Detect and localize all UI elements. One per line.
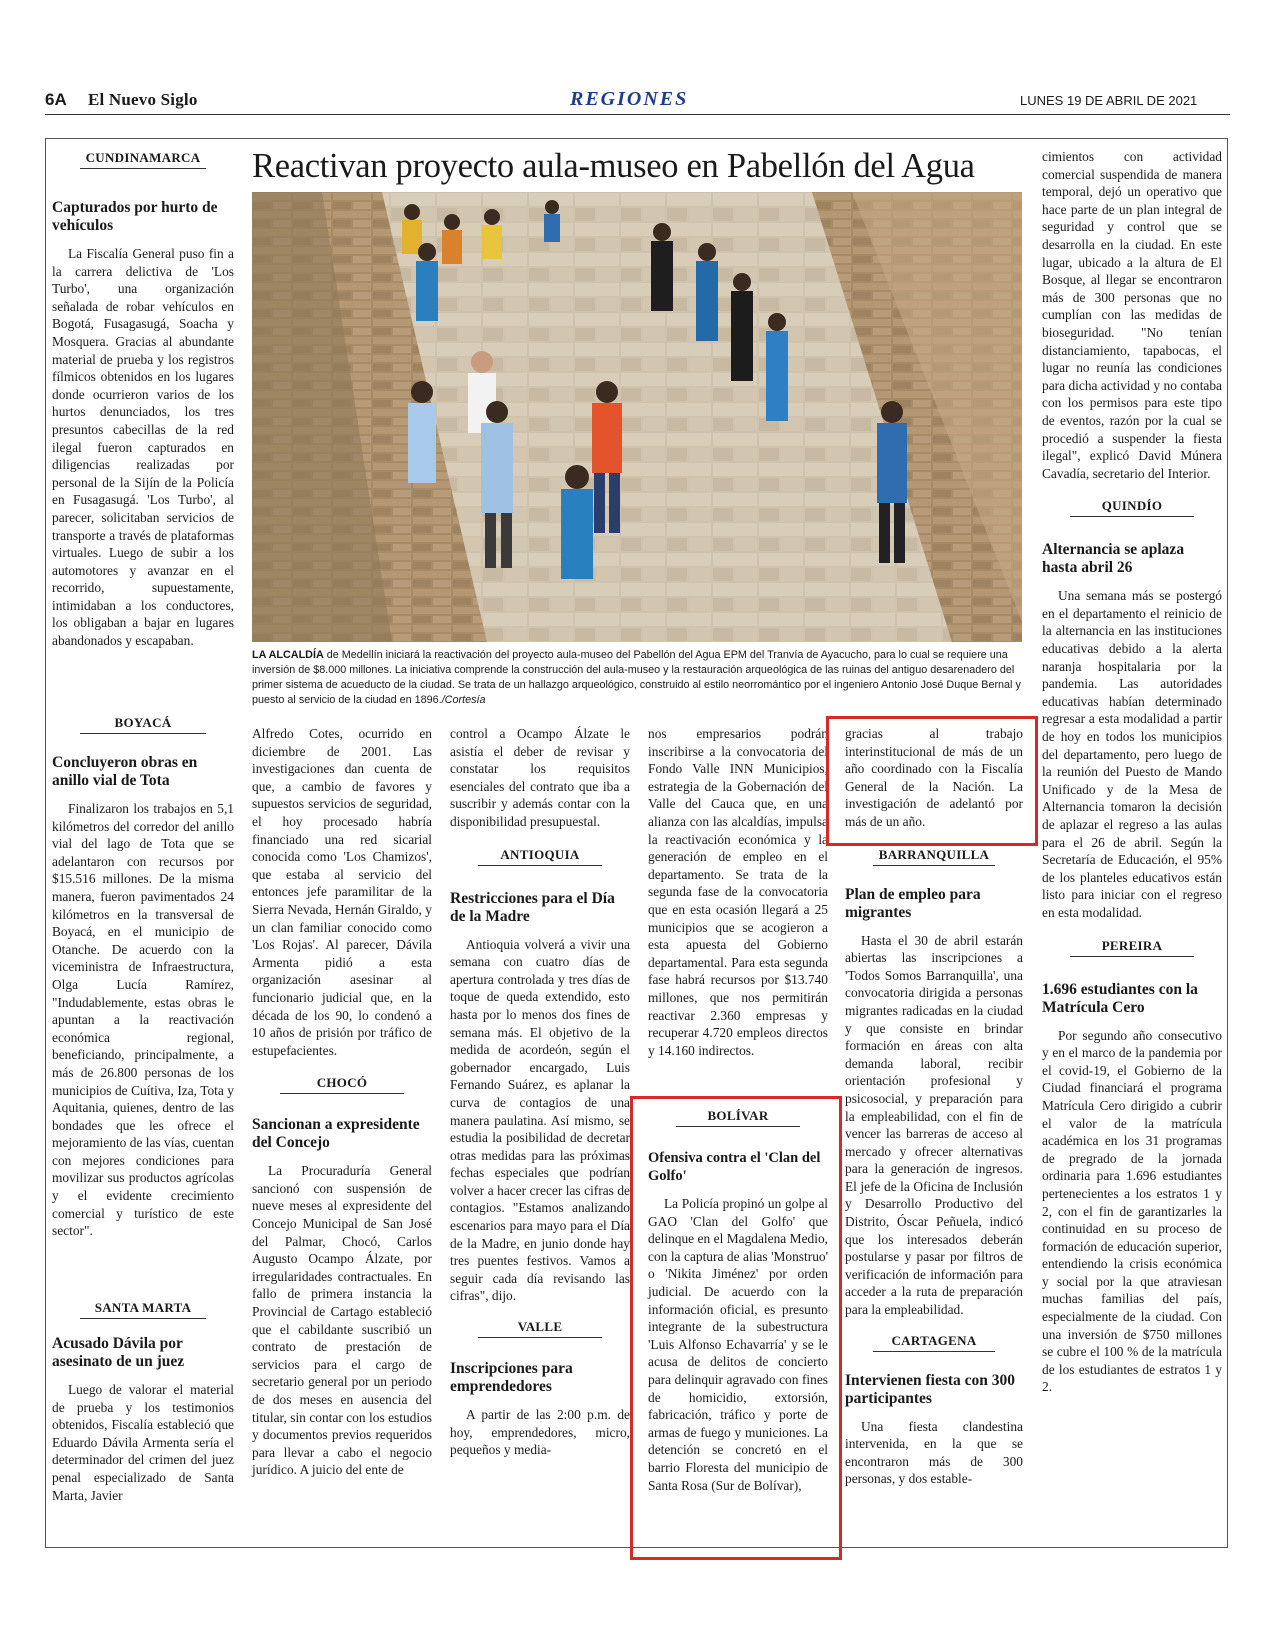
body-choco: La Procuraduría General sancionó con suspensión de nueve meses al expresidente del Concejo Municipal de San José del Palmar, Chocó, Carlos Augusto Ocampo Álzate, por irregularidades contractuales. En fallo de primera instancia la Provincial de Cartago estableció que el cabildante suscribió un contrato de prestación de servicios para el cargo de secretario general por un periodo de dos meses en ausencia del titular, sin contar con los estudios y documentos previos requeridos para llevar a cabo el negocio jurídico. A juicio del ente de xyxy=(252,1163,432,1478)
caption-text: de Medellín iniciará la reactivación del proyecto aula-museo del Pabellón del Agua EPM del Tranvía de Ayacucho, para lo cual se requiere una inversión de $8.000 millones. La iniciativa comprende la construcción del aula-museo y la restauración arqueológica de las ruinas del antiguo desarenadero del primer sistema de acueducto de la ciudad. Se trata de un hallazgo arqueológico, construido al estilo neorromántico por el ingeniero Antonio José Duque Bernal y puesto al servicio de la ciudad en 1896. xyxy=(252,649,1021,706)
body-antioquia: Antioquia volverá a vivir una semana con cuatro días de apertura controlada y tres días de toque de queda extendido, esto hasta por lo menos dos fines de semana más. El objetivo de la medida de acordeón, según el gobernador encargado, Luis Fernando Suárez, es aplanar la curva de contagios de una manera paulatina. Así mismo, se estudia la posibilidad de decretar otras medidas para las próximas fechas especiales que podrían volver a hacer crecer las cifras de contagios. "Estamos analizando escenarios para mayo para el Día de la Madre, en junio donde hay tres puentes festivos. Vamos a seguir cada día revisando las cifras", dijo. xyxy=(450,936,630,1304)
headline-cundinamarca: Capturados por hurto de vehículos xyxy=(52,199,218,234)
section-title: REGIONES xyxy=(570,88,689,110)
body-bolivar-cont: gracias al trabajo interinstitucional de más de un año coordinado con la Fiscalía General de la Nación. La investigación de adelantó por más de un año. xyxy=(845,726,1023,829)
region-tag-choco: CHOCÓ xyxy=(280,1075,404,1094)
body-barranquilla: Hasta el 30 de abril estarán abiertas las inscripciones a 'Todos Somos Barranquilla', una convocatoria dirigida a personas migrantes radicadas en la ciudad y que consiste en brindar formación en áreas con alta demanda laboral, recibir orientación profesional y psicosocial, y preparación para la empleabilidad, con el fin de vencer las barreras de acceso al mercado y ofrecer alternativas para la generación de ingresos. El jefe de la Oficina de Inclusión y Desarrollo Productivo del Distrito, Óscar Peñuela, indicó que los interesados deberán postularse y pasar por filtros de verificación de información para acceder a la ruta de preparación para la empleabilidad. xyxy=(845,932,1023,1318)
highlight-box-bolivar-cont xyxy=(826,716,1038,846)
headline-santa-marta: Acusado Dávila por asesinato de un juez xyxy=(52,1335,185,1370)
region-tag-barranquilla: BARRANQUILLA xyxy=(873,847,995,866)
body-santa-marta: Luego de valorar el material de prueba y los testimonios obtenidos, Fiscalía estableció que Eduardo Dávila Armenta sería el determinador del crimen del juez penal especializado de Santa Marta, Javier xyxy=(52,1382,234,1503)
column-2 xyxy=(252,725,432,1479)
page-number: 6A xyxy=(45,90,67,109)
body-cartagena-cont: cimientos con actividad comercial suspendida de manera temporal, dejó un operativo que hace parte de un plan integral de seguridad y control que se desarrolla en la ciudad. En este lugar, ubicado a la altura de El Bosque, al llegar se encontraron más de 300 personas que no cumplían con las medidas de bioseguridad. "No tenían distanciamiento, tapabocas, el lugar no reunía las condiciones para dicha actividad y no contaba con los permisos para este tipo de eventos, razón por la cual se procedió a suspender la fiesta ilegal", explicó David Múnera Cavadía, secretario del Interior. xyxy=(1042,149,1222,481)
headline-antioquia: Restricciones para el Día de la Madre xyxy=(450,889,615,925)
region-tag-santa-marta: SANTA MARTA xyxy=(80,1300,206,1319)
body-valle: A partir de las 2:00 p.m. de hoy, emprendedores, micro, pequeños y media- xyxy=(450,1407,630,1458)
highlight-box-bolivar xyxy=(630,1096,842,1560)
newspaper-brand: El Nuevo Siglo xyxy=(88,90,198,109)
region-tag-bolivar: BOLÍVAR xyxy=(676,1108,800,1127)
page-date: LUNES 19 DE ABRIL DE 2021 xyxy=(1020,93,1198,108)
headline-cartagena: Intervienen fiesta con 300 participantes xyxy=(845,1371,1016,1407)
body-cartagena: Una fiesta clandestina intervenida, en la que se encontraron más de 300 personas, y dos estable- xyxy=(845,1418,1023,1487)
headline-bolivar: Ofensiva contra el 'Clan del Golfo' xyxy=(648,1150,821,1184)
caption-lead: LA ALCALDÍA xyxy=(252,649,324,661)
main-headline: Reactivan proyecto aula-museo en Pabellón del Agua xyxy=(252,147,975,185)
headline-quindio: Alternancia se aplaza hasta abril 26 xyxy=(1042,541,1185,577)
region-tag-valle: VALLE xyxy=(478,1319,602,1338)
column-1 xyxy=(52,150,234,650)
photo-credit: /Cortesía xyxy=(441,694,486,706)
photo-caption xyxy=(252,648,1022,708)
region-tag-quindio: QUINDÍO xyxy=(1070,498,1194,517)
region-tag-cartagena: CARTAGENA xyxy=(873,1333,995,1352)
column-6 xyxy=(1042,148,1222,1396)
body-boyaca: Finalizaron los trabajos en 5,1 kilómetros del corredor del anillo vial del lago de Tota que se adelantaron con recursos por $15.516 millones. De la misma manera, fueron pavimentados 24 kilómetros en la transversal de Boyacá, en el municipio de Otanche. De acuerdo con la viceministra de Infraestructura, Olga Lucía Ramírez, "Indudablemente, estas obras le apuntan a la reactivación económica regional, beneficiando, principalmente, a más de 26.800 personas de los municipios de Cuítiva, Iza, Tota y Aquitania, quienes, dentro de las bondades que les ofrece el mejoramiento de las vías, cuentan con mejores condiciones para movilizar sus productos agrícolas y el evidente crecimiento comercial y turístico de este sector". xyxy=(52,801,234,1239)
region-tag-pereira: PEREIRA xyxy=(1070,938,1194,957)
body-bolivar: La Policía propinó un golpe al GAO 'Clan del Golfo' que delinque en el Magdalena Medio, con la captura de alias 'Monstruo' o 'Nikita Jiménez' por orden judicial. De acuerdo con la información oficial, es presunto integrante de la subestructura 'Luis Alfonso Echavarría' y se le acusa de delitos de concierto para delinquir agravado con fines de homicidio, extorsión, fabricación, tráfico y porte de armas de fuego y municiones. La detención se concretó en el barrio Floresta del municipio de Santa Rosa (Sur de Bolívar), xyxy=(648,1196,828,1493)
headline-barranquilla: Plan de empleo para migrantes xyxy=(845,885,981,921)
column-1c xyxy=(52,1300,234,1504)
body-choco-cont: control a Ocampo Álzate le asistía el deber de revisar y constatar los requisitos esenciales del contrato que iba a suscribir y además contar con la disponibilidad presupuestal. xyxy=(450,726,630,829)
headline-boyaca: Concluyeron obras en anillo vial de Tota xyxy=(52,754,198,789)
body-pereira: Por segundo año consecutivo y en el marco de la pandemia por el covid-19, el Gobierno de la Ciudad financiará el programa Matrícula Cero dirigido a cubrir el valor de la matrícula académica en los 31 programas de pregrado de la jornada ordinaria para 1.696 estudiantes pertenecientes a los estratos 1 y 2, con el fin de garantizarles la continuidad en su proceso de formación de educación superior, entendiendo la crisis económica y social por la que atraviesan muchas familias del país, especialmente de la ciudad. Con una inversión de $750 millones se cubre el 100 % de la matrícula de los estudiantes de estratos 1 y 2. xyxy=(1042,1027,1222,1395)
region-tag-boyaca: BOYACÁ xyxy=(80,715,206,734)
region-tag-antioquia: ANTIOQUIA xyxy=(478,847,602,866)
column-3 xyxy=(450,725,630,1459)
column-4 xyxy=(648,725,828,1059)
column-1b xyxy=(52,715,234,1240)
headline-valle: Inscripciones para emprendedores xyxy=(450,1360,573,1396)
headline-pereira: 1.696 estudiantes con la Matrícula Cero xyxy=(1042,980,1198,1016)
body-cundinamarca: La Fiscalía General puso fin a la carrera delictiva de 'Los Turbo', una organización señalada de robar vehículos en Bogotá, Fusagasugá, Soacha y Mosquera. Gracias al abundante material de prueba y los registros fílmicos obtenidos en los lugares donde ocurrieron varios de los hurtos denunciados, los tres presuntos cabecillas de la red ilegal fueron capturados en diligencias realizadas por personal de la Sijín de la Policía en Fusagasugá. 'Los Turbo', al parecer, solicitaban servicios de transporte a través de plataformas virtuales. Luego de subir a los automotores y avanzar en el recorrido, supuestamente, intimidaban a los conductores, los obligaban a bajar en lugares abandonados y escapaban. xyxy=(52,246,234,649)
header-rule xyxy=(45,114,1230,115)
main-photo xyxy=(252,192,1022,642)
body-santa-marta-cont: Alfredo Cotes, ocurrido en diciembre de 2001. Las investigaciones dan cuenta de que, a cambio de favores y supuestos servicios de seguridad, el hoy procesado habría financiado una red sicarial conocida como 'Los Chamizos', que estaba al servicio del entonces jefe paramilitar de la Sierra Nevada, Hernán Giraldo, y un clan familiar conocido como 'Los Rojas'. Al parecer, Dávila Armenta pidió a esta organización asesinar al funcionario judicial que, en la década de los 90, lo condenó a 10 años de prisión por tráfico de estupefacientes. xyxy=(252,726,432,1058)
body-valle-cont: nos empresarios podrán inscribirse a la convocatoria del Fondo Valle INN Municipios, estrategia de la Gobernación del Valle del Cauca que, en una alianza con las alcaldías, impulsa la reactivación económica y la generación de empleo en el departamento. Se trata de la segunda fase de la convocatoria que en esta ocasión llegará a 25 municipios que se acogieron a esta apuesta del Gobierno departamental. Para esta segunda fase habrá recursos por $13.740 millones, que nos permitirán reactivar 2.360 empresas y recuperar 4.720 empleos directos y 14.160 indirectos. xyxy=(648,726,828,1058)
headline-choco: Sancionan a expresidente del Concejo xyxy=(252,1116,420,1152)
body-quindio: Una semana más se postergó en el departamento el reinicio de la alternancia en las instituciones educativas debido a la alerta naranja hospitalaria por la pandemia. Las autoridades educativas habían determinado regresar a esta modalidad a partir de hoy en todos los municipios del departamento, pero luego de la reunión del Puesto de Mando Unificado y de la Mesa de Alternancia tomaron la decisión de aplazar el regreso a las aulas para el 26 de abril. Según la Secretaría de Educación, el 95% de los planteles educativos están listo para iniciar con el regreso en esta modalidad. xyxy=(1042,588,1222,920)
region-tag-cundinamarca: CUNDINAMARCA xyxy=(80,150,206,169)
